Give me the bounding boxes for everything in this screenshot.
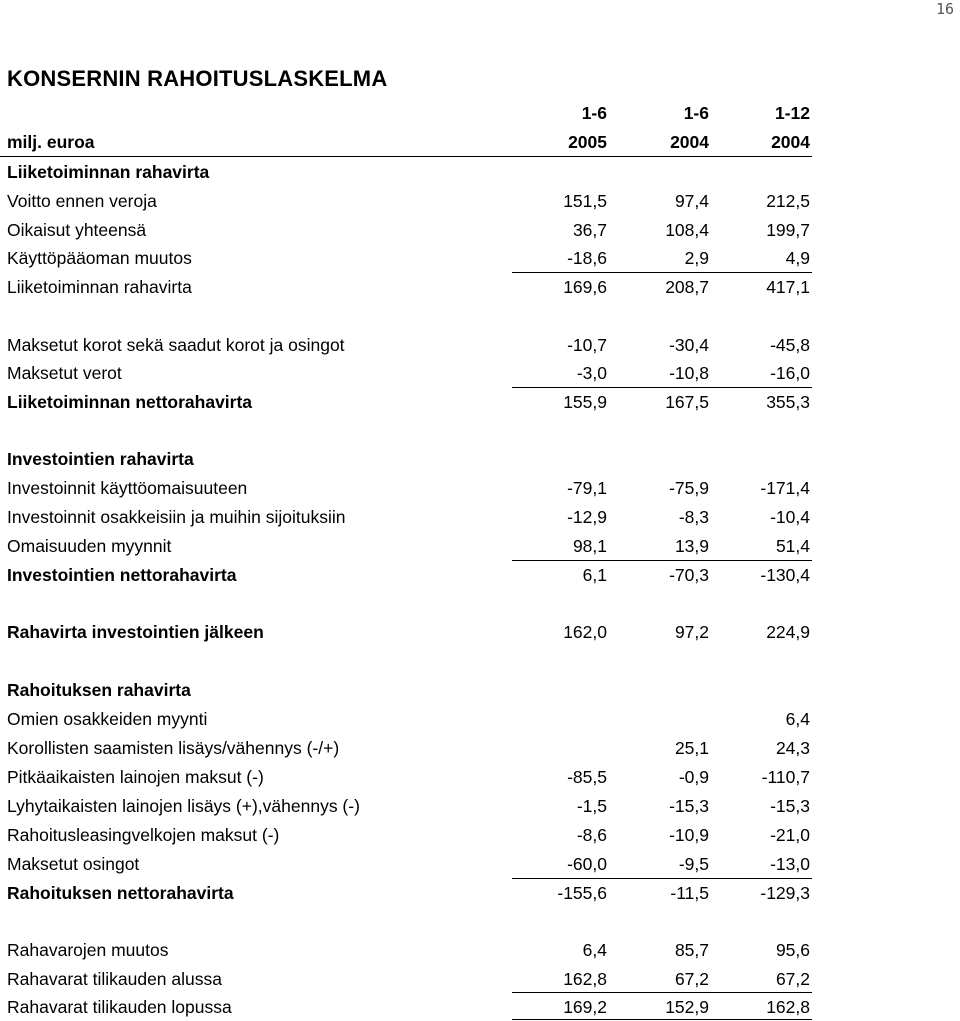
row-label: Investointien rahavirta bbox=[7, 449, 194, 469]
row-label: Omaisuuden myynnit bbox=[7, 536, 172, 556]
value-2004-fy: -21,0 bbox=[770, 825, 810, 845]
table-row bbox=[0, 850, 960, 878]
value-2004-h1: 97,2 bbox=[674, 622, 709, 642]
value-2005-h1: -1,5 bbox=[576, 796, 607, 816]
row-label: Investointien nettorahavirta bbox=[7, 565, 237, 585]
value-2004-fy: -171,4 bbox=[760, 478, 810, 498]
header-rule bbox=[0, 156, 812, 157]
value-2004-fy: 24,3 bbox=[775, 738, 810, 758]
table-row bbox=[0, 532, 960, 560]
value-2004-fy: -16,0 bbox=[770, 363, 810, 383]
table-row bbox=[0, 561, 960, 589]
row-label: Liiketoiminnan nettorahavirta bbox=[7, 392, 253, 412]
value-2005-h1: -60,0 bbox=[567, 854, 607, 874]
table-row bbox=[0, 965, 960, 993]
section-heading-financing bbox=[0, 676, 960, 704]
table-row bbox=[0, 273, 960, 301]
table-row bbox=[0, 705, 960, 733]
value-2004-fy: -13,0 bbox=[770, 854, 810, 874]
row-label: Investoinnit käyttöomaisuuteen bbox=[7, 478, 248, 498]
row-label: Liiketoiminnan rahavirta bbox=[7, 162, 210, 182]
value-2004-fy: -129,3 bbox=[760, 883, 810, 903]
table-row bbox=[0, 187, 960, 215]
table-row bbox=[0, 618, 960, 646]
value-2005-h1: -79,1 bbox=[567, 478, 607, 498]
value-2004-h1: -8,3 bbox=[678, 507, 709, 527]
value-2004-h1: -9,5 bbox=[678, 854, 709, 874]
value-2004-h1: -10,9 bbox=[669, 825, 709, 845]
row-label: Rahoitusleasingvelkojen maksut (-) bbox=[7, 825, 280, 845]
row-label: Omien osakkeiden myynti bbox=[7, 709, 208, 729]
year-col-3: 2004 bbox=[771, 132, 810, 152]
row-label: Korollisten saamisten lisäys/vähennys (-/+) bbox=[7, 738, 340, 758]
value-2005-h1: -155,6 bbox=[557, 883, 607, 903]
value-2005-h1: -3,0 bbox=[576, 363, 607, 383]
table-row bbox=[0, 388, 960, 416]
value-2005-h1: -10,7 bbox=[567, 335, 607, 355]
value-2004-h1: 167,5 bbox=[665, 392, 709, 412]
value-2005-h1: 162,0 bbox=[563, 622, 607, 642]
value-2004-fy: -130,4 bbox=[760, 565, 810, 585]
table-row bbox=[0, 763, 960, 791]
value-2005-h1: 6,4 bbox=[582, 940, 607, 960]
value-2004-h1: -11,5 bbox=[670, 883, 709, 903]
value-2005-h1: 169,2 bbox=[563, 997, 607, 1017]
value-2004-fy: 162,8 bbox=[766, 997, 810, 1017]
year-col-1: 2005 bbox=[568, 132, 607, 152]
value-2004-h1: 85,7 bbox=[674, 940, 709, 960]
value-2004-fy: 224,9 bbox=[766, 622, 810, 642]
value-2004-h1: 152,9 bbox=[665, 997, 709, 1017]
period-col-3: 1-12 bbox=[774, 103, 810, 123]
row-label: Rahavarat tilikauden alussa bbox=[7, 969, 222, 989]
total-rule bbox=[512, 1019, 812, 1020]
value-2004-fy: 6,4 bbox=[785, 709, 810, 729]
value-2004-fy: 67,2 bbox=[775, 969, 810, 989]
value-2005-h1: 36,7 bbox=[572, 220, 607, 240]
row-label: Rahavarojen muutos bbox=[7, 940, 169, 960]
section-heading-investing bbox=[0, 445, 960, 473]
row-label: Rahoituksen nettorahavirta bbox=[7, 883, 234, 903]
value-2004-fy: -15,3 bbox=[770, 796, 810, 816]
value-2004-fy: 417,1 bbox=[766, 277, 810, 297]
value-2004-fy: -110,7 bbox=[761, 767, 810, 787]
value-2004-h1: 97,4 bbox=[674, 191, 709, 211]
table-row bbox=[0, 503, 960, 531]
row-label: Maksetut korot sekä saadut korot ja osingot bbox=[7, 335, 345, 355]
value-2004-fy: 199,7 bbox=[766, 220, 810, 240]
value-2004-h1: -30,4 bbox=[669, 335, 709, 355]
value-2004-h1: 25,1 bbox=[674, 738, 709, 758]
table-row bbox=[0, 993, 960, 1021]
table-row bbox=[0, 244, 960, 272]
row-label: Rahoituksen rahavirta bbox=[7, 680, 191, 700]
row-label: Liiketoiminnan rahavirta bbox=[7, 277, 192, 297]
value-2004-h1: -0,9 bbox=[678, 767, 709, 787]
unit-label: milj. euroa bbox=[7, 132, 95, 152]
value-2004-h1: -15,3 bbox=[669, 796, 709, 816]
value-2005-h1: 98,1 bbox=[572, 536, 607, 556]
value-2004-fy: 51,4 bbox=[775, 536, 810, 556]
row-label: Oikaisut yhteensä bbox=[7, 220, 147, 240]
table-row bbox=[0, 474, 960, 502]
row-label: Investoinnit osakkeisiin ja muihin sijoituksiin bbox=[7, 507, 346, 527]
value-2005-h1: 162,8 bbox=[563, 969, 607, 989]
row-label: Käyttöpääoman muutos bbox=[7, 248, 192, 268]
value-2004-fy: -45,8 bbox=[770, 335, 810, 355]
table-row bbox=[0, 734, 960, 762]
period-col-1: 1-6 bbox=[581, 103, 607, 123]
value-2005-h1: -8,6 bbox=[576, 825, 607, 845]
table-row bbox=[0, 331, 960, 359]
value-2004-h1: 108,4 bbox=[665, 220, 709, 240]
table-row bbox=[0, 879, 960, 907]
header-periods-row bbox=[0, 99, 960, 127]
header-years-row bbox=[0, 128, 960, 156]
row-label: Maksetut verot bbox=[7, 363, 122, 383]
row-label: Rahavarat tilikauden lopussa bbox=[7, 997, 232, 1017]
value-2004-fy: 4,9 bbox=[785, 248, 810, 268]
value-2004-fy: -10,4 bbox=[770, 507, 810, 527]
value-2005-h1: 169,6 bbox=[563, 277, 607, 297]
value-2004-fy: 355,3 bbox=[766, 392, 810, 412]
section-heading-operating bbox=[0, 158, 960, 186]
table-row bbox=[0, 936, 960, 964]
value-2005-h1: 155,9 bbox=[563, 392, 607, 412]
row-label: Maksetut osingot bbox=[7, 854, 140, 874]
value-2004-h1: -70,3 bbox=[669, 565, 709, 585]
value-2004-fy: 212,5 bbox=[766, 191, 810, 211]
value-2004-h1: 2,9 bbox=[684, 248, 709, 268]
value-2005-h1: -85,5 bbox=[567, 767, 607, 787]
table-row bbox=[0, 792, 960, 820]
value-2004-h1: 208,7 bbox=[665, 277, 709, 297]
value-2005-h1: 6,1 bbox=[582, 565, 607, 585]
period-col-2: 1-6 bbox=[683, 103, 709, 123]
value-2004-h1: 13,9 bbox=[674, 536, 709, 556]
row-label: Pitkäaikaisten lainojen maksut (-) bbox=[7, 767, 264, 787]
value-2004-h1: 67,2 bbox=[674, 969, 709, 989]
year-col-2: 2004 bbox=[670, 132, 709, 152]
page-title: KONSERNIN RAHOITUSLASKELMA bbox=[7, 66, 388, 91]
value-2005-h1: -12,9 bbox=[567, 507, 607, 527]
row-label: Voitto ennen veroja bbox=[7, 191, 157, 211]
value-2005-h1: -18,6 bbox=[567, 248, 607, 268]
value-2005-h1: 151,5 bbox=[563, 191, 607, 211]
value-2004-h1: -10,8 bbox=[669, 363, 709, 383]
row-label: Rahavirta investointien jälkeen bbox=[7, 622, 264, 642]
row-label: Lyhytaikaisten lainojen lisäys (+),vähennys (-) bbox=[7, 796, 360, 816]
value-2004-fy: 95,6 bbox=[775, 940, 810, 960]
table-row bbox=[0, 821, 960, 849]
value-2004-h1: -75,9 bbox=[669, 478, 709, 498]
table-row bbox=[0, 216, 960, 244]
table-row bbox=[0, 359, 960, 387]
page-number: 16 bbox=[935, 0, 954, 18]
